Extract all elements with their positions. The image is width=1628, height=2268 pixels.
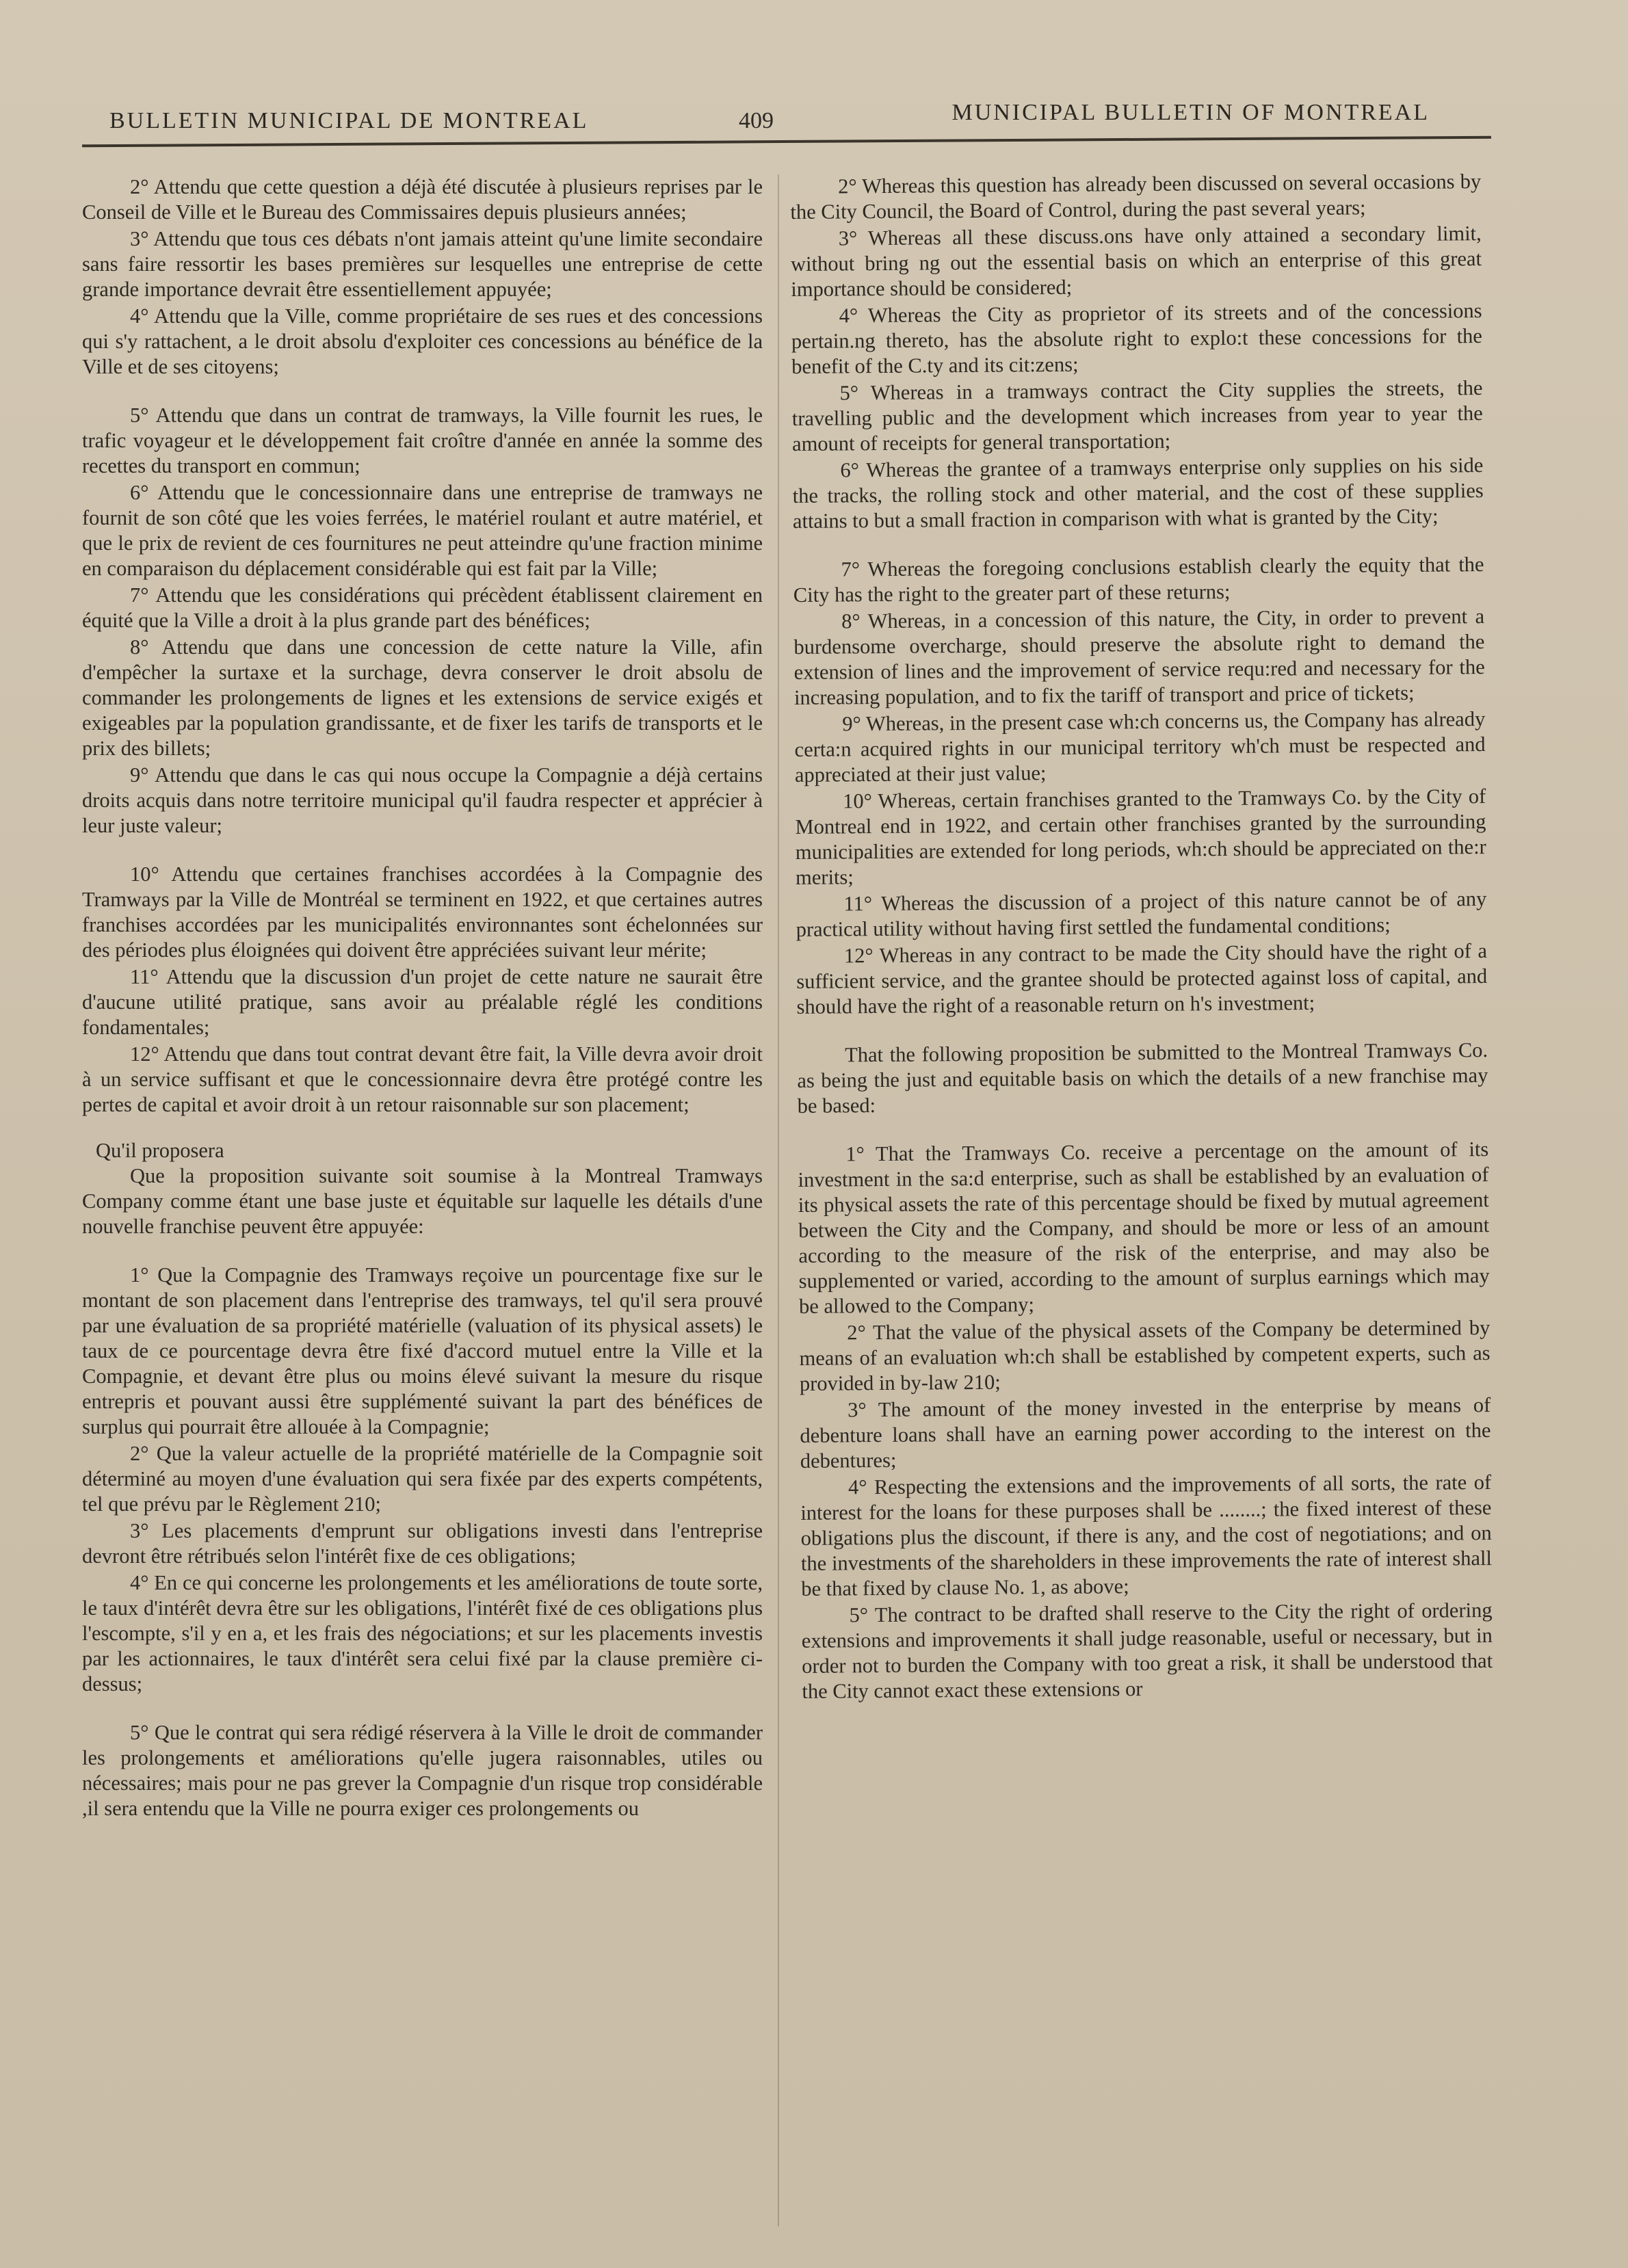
column-divider [778, 174, 779, 2226]
english-proposal: That the following proposition be submitted to the Montreal Tramways Co. as being the just and equitable basis on which the details of a new franchise may be based: [797, 1038, 1488, 1118]
english-paragraph: 4° Whereas the City as proprietor of its streets and of the concessions pertain.ng thereto, has the absolute right to explo:t these concessions for the benefit of the C.ty and its cit:zens; [791, 299, 1483, 378]
french-proposal: Que la proposition suivante soit soumise à la Montreal Tramways Company comme étant une base juste et équitable sur laquelle les détails d'une nouvelle franchise peuvent être appuyée: [82, 1164, 763, 1238]
english-paragraph: 2° Whereas this question has already been discussed on several occasions by the City Council, the Board of Control, during the past several years; [790, 170, 1482, 224]
english-paragraph: 9° Whereas, in the present case wh:ch concerns us, the Company has already certa:n acquired rights in our municipal territory wh'ch must be respected and appreciated at their just value; [794, 707, 1486, 787]
french-paragraph: 11° Attendu que la discussion d'un projet de cette nature ne saurait être d'aucune utilité pratique, sans avoir au préalable réglé les conditions fondamentales; [82, 965, 763, 1039]
english-clause: 3° The amount of the money invested in the enterprise by means of debenture loans shall have an earning power according to the interest on the debentures; [800, 1393, 1491, 1473]
english-paragraph: 8° Whereas, in a concession of this nature, the City, in order to prevent a burdensome overcharge, should preserve the absolute right to demand the extension of lines and the improvement of service requ:red and necessary for the increasing population, and to fix the tariff of transport and price of tickets; [793, 605, 1485, 709]
french-clause: 5° Que le contrat qui sera rédigé réservera à la Ville le droit de commander les prolongements et améliorations qu'elle jugera raisonnables, utiles ou nécessaires; mais pour ne pas grever la Compagnie d'un risque trop considérable ,il sera entendu que la Ville ne pourra exiger ces prolongements ou [82, 1721, 763, 1820]
french-paragraph: 5° Attendu que dans un contrat de tramways, la Ville fournit les rues, le trafic voyageur et le développement fait croître d'année en année la somme des recettes du transport en commun; [82, 404, 763, 477]
header-english-title: MUNICIPAL BULLETIN OF MONTREAL [951, 100, 1430, 125]
french-heading: Qu'il proposera [96, 1139, 224, 1162]
french-paragraph: 7° Attendu que les considérations qui précèdent établissent clairement en équité que la Ville a droit à la plus grande part des bénéfices; [82, 583, 763, 632]
french-paragraph: 3° Attendu que tous ces débats n'ont jamais atteint qu'une limite secondaire sans faire ressortir les bases premières sur lesquelles une entreprise de cette grande importance devrait être essentiellement appuyée; [82, 227, 763, 301]
english-paragraph: 3° Whereas all these discuss.ons have only attained a secondary limit, without bring ng out the essential basis on which an enterprise of this great importance should be considered; [790, 222, 1482, 301]
french-paragraph: 9° Attendu que dans le cas qui nous occupe la Compagnie a déjà certains droits acquis dans notre territoire municipal qu'il faudra respecter et apprécier à leur juste valeur; [82, 763, 763, 837]
french-paragraph: 12° Attendu que dans tout contrat devant être fait, la Ville devra avoir droit à un service suffisant et que le concessionnaire devra être protégé contre les pertes de capital et avoir droit à un retour raisonnable sur son placement; [82, 1042, 763, 1116]
page-header [103, 82, 1471, 157]
french-paragraph: 10° Attendu que certaines franchises accordées à la Compagnie des Tramways par la Ville de Montréal se terminent en 1922, et que certaines autres franchises accordées par les municipalités environnantes sont échelonnées sur des périodes plus éloignées qui doivent être appréciées suivant leur mérite; [82, 862, 763, 962]
french-clause: 4° En ce qui concerne les prolongements et les améliorations de toute sorte, le taux d'intérêt devra être sur les obligations, l'intérêt fixé de ces obligations plus l'escompte, s'il y en a, et les frais des négociations; et sur les placements investis par les actionnaires, le taux d'intérêt sera celui fixé par la clause première ci-dessus; [82, 1571, 763, 1696]
english-clause: 4° Respecting the extensions and the improvements of all sorts, the rate of interest for the loans for these purposes shall be ........; the fixed interest of these obligations plus the discount, if there is any, and the cost of negotiations; and on the investments of the shareholders in these improvements the rate of interest shall be that fixed by clause No. 1, as above; [800, 1471, 1493, 1600]
french-clause: 3° Les placements d'emprunt sur obligations investi dans l'entreprise devront être rétribués selon l'intérêt fixe de ces obligations; [82, 1519, 763, 1568]
english-paragraph: 12° Whereas in any contract to be made the City should have the right of a sufficient service, and the grantee should be protected against loss of capital, and should have the right of a reasonable return on h's investment; [796, 939, 1488, 1018]
french-clause: 1° Que la Compagnie des Tramways reçoive un pourcentage fixe sur le montant de son placement dans l'entreprise des tramways, tel qu'il sera prouvé par une évaluation de sa propriété matérielle (valuation of its physical assets) le taux de ce pourcentage devra être fixé d'accord mutuel entre la Ville et la Compagnie, et devant être plus ou moins élevé suivant la mesure du risque entrepris et pouvant aussi être supplémenté suivant la part des bénéfices de surplus qui pourrait être allouée à la Compagnie; [82, 1263, 763, 1438]
french-paragraph: 4° Attendu que la Ville, comme propriétaire de ses rues et des concessions qui s'y rattachent, a le droit absolu d'exploiter ces concessions au bénéfice de la Ville et de ses citoyens; [82, 304, 763, 378]
english-clause: 2° That the value of the physical assets of the Company be determined by means of an evaluation wh:ch shall be established by competent experts, such as provided in by-law 210; [799, 1316, 1491, 1395]
english-paragraph: 6° Whereas the grantee of a tramways enterprise only supplies on his side the tracks, the rolling stock and other material, and the cost of these supplies attains to but a small fraction in comparison with what is granted by the City; [792, 453, 1484, 533]
french-paragraph: 2° Attendu que cette question a déjà été discutée à plusieurs reprises par le Conseil de Ville et le Bureau des Commissaires depuis plusieurs années; [82, 175, 763, 224]
english-column [790, 169, 1493, 1706]
page-number: 409 [739, 108, 774, 133]
french-paragraph: 8° Attendu que dans une concession de cette nature la Ville, afin d'empêcher la surtaxe et la surchage, devra conserver le droit absolu de commander les prolongements de lignes et les extensions de service exigés et exigeables par la population grandissante, et de fixer les tarifs de transports et le prix des billets; [82, 635, 763, 760]
english-paragraph: 7° Whereas the foregoing conclusions establish clearly the equity that the City has the right to the greater part of these returns; [793, 553, 1484, 607]
english-clause: 5° The contract to be drafted shall reserve to the City the right of ordering extensions and improvements it shall judge reasonable, useful or necessary, but in order not to burden the Company with too great a risk, it shall be understood that the City cannot exact these extensions or [801, 1598, 1493, 1703]
english-clause: 1° That the Tramways Co. receive a percentage on the amount of its investment in the sa:d enterprise, such as shall be established by an evaluation of its physical assets the rate of this percentage should be fixed by mutual agreement between the City and the Company, and should be more or less of an amount according to the measure of the risk of the enterprise, and may also be supplemented or varied, according to the amount of surplus earnings which may be allowed to the Company; [798, 1137, 1490, 1318]
french-paragraph: 6° Attendu que le concessionnaire dans une entreprise de tramways ne fournit de son côté que les voies ferrées, le matériel roulant et autre matériel, et que le prix de revient de ces fournitures ne peut atteindre qu'une fraction minime en comparaison du déplacement considérable qui est fait par la Ville; [82, 481, 763, 580]
french-column [82, 174, 763, 1823]
french-clause: 2° Que la valeur actuelle de la propriété matérielle de la Compagnie soit déterminé au moyen d'une évaluation qui sera fixée par des experts compétents, tel que prévu par le Règlement 210; [82, 1442, 763, 1516]
header-french-title: BULLETIN MUNICIPAL DE MONTREAL [109, 108, 589, 133]
english-paragraph: 5° Whereas in a tramways contract the City supplies the streets, the travelling public and the development which increases from year to year the amount of receipts for general transportation; [791, 376, 1483, 456]
english-paragraph: 11° Whereas the discussion of a project of this nature cannot be of any practical utility without having first settled the fundamental conditions; [796, 887, 1487, 941]
english-paragraph: 10° Whereas, certain franchises granted to the Tramways Co. by the City of Montreal end in 1922, and certain other franchises granted by the surrounding municipalities are extended for long periods, wh:ch should be appreciated on the:r merits; [795, 784, 1486, 889]
